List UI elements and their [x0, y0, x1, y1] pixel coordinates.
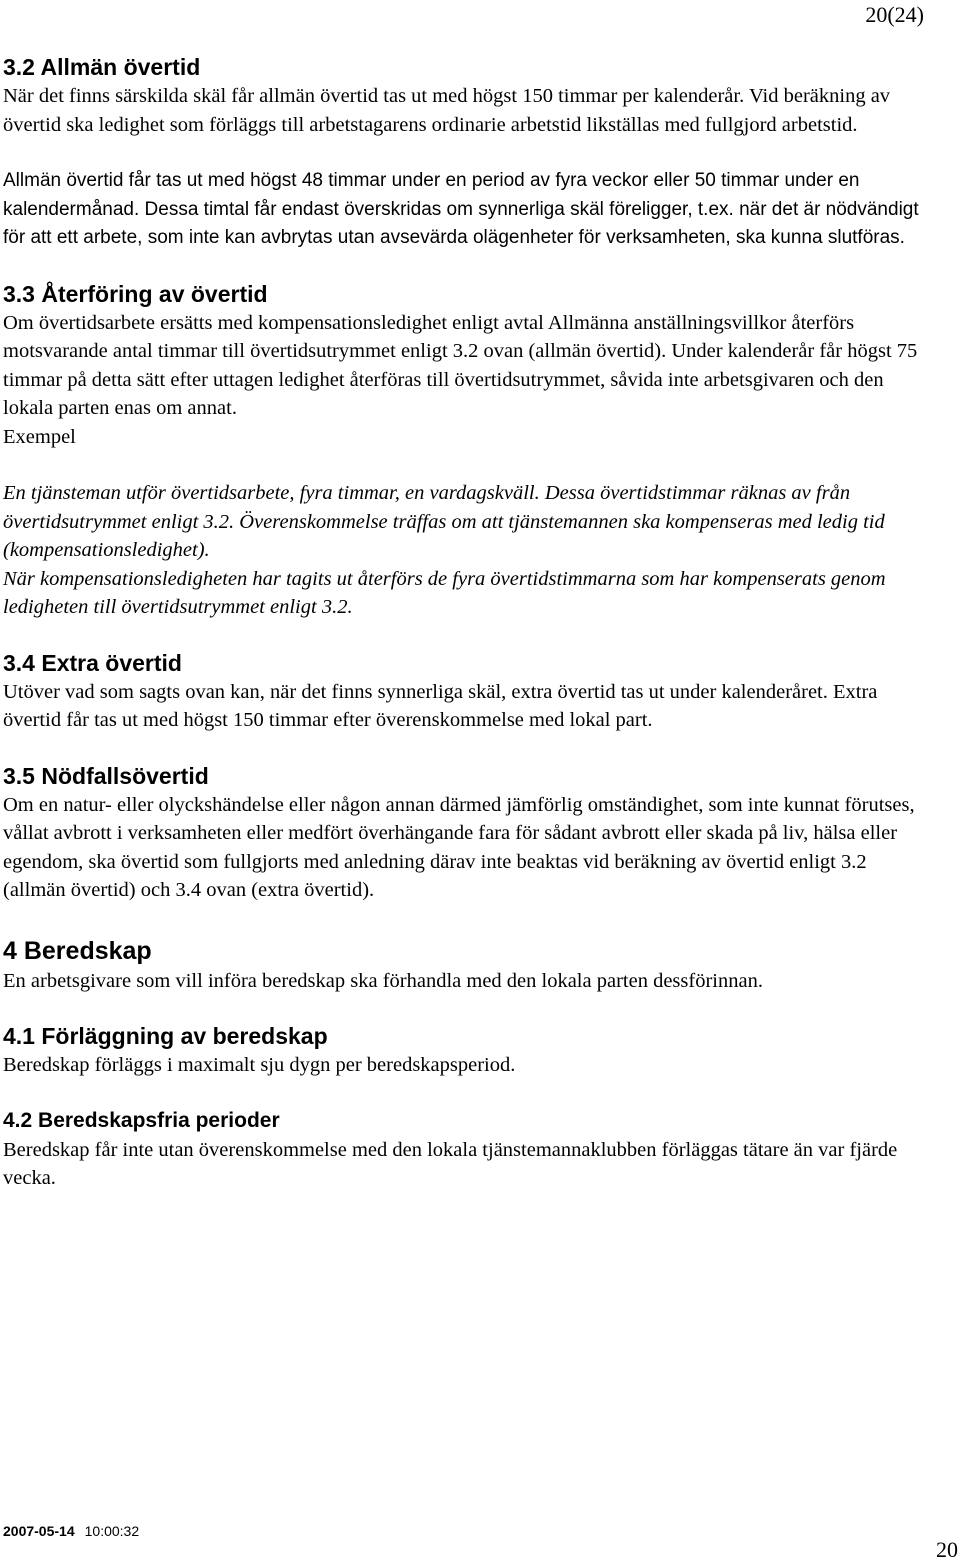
example-paragraph-1: En tjänsteman utför övertidsarbete, fyra timmar, en vardagskväll. Dessa övertidstimmar räknas av från övertidsutrymmet enligt 3.2. Överenskommelse träffas om att tjänstemannen ska kompenseras med ledig tid (kompensationsledighet). — [3, 482, 885, 561]
paragraph-3-3-a: Om övertidsarbete ersätts med kompensationsledighet enligt avtal Allmänna anställningsvillkor återförs motsvarande antal timmar till övertidsutrymmet enligt 3.2 ovan (allmän övertid). Under kalenderår får högst 75 timmar på detta sätt efter uttagen ledighet återföras till övertidsutrymmet, såvida inte arbetsgivaren och den lokala parten enas om annat. — [3, 311, 918, 419]
heading-3-2: 3.2 Allmän övertid — [3, 54, 201, 80]
page-indicator: 20(24) — [865, 2, 924, 27]
heading-3-3: 3.3 Återföring av övertid — [3, 280, 268, 307]
footer-time: 10:00:32 — [84, 1523, 140, 1539]
footer-page-number: 20 — [936, 1537, 958, 1562]
paragraph-3-5: Om en natur- eller olyckshändelse eller någon annan därmed jämförlig omständighet, som inte kunnat förutses, vållat avbrott i verksamheten eller medfört överhängande fara för sådant avbrott eller skada på liv, hälsa eller egendom, ska övertid som fullgjorts med anledning därav inte beaktas vid beräkning av övertid enligt 3.2 (allmän övertid) och 3.4 ovan (extra övertid). — [3, 793, 915, 901]
paragraph-4-2: Beredskap får inte utan överenskommelse med den lokala tjänstemannaklubben förläggas tätare än var fjärde vecka. — [3, 1138, 898, 1189]
footer-timestamp — [3, 1523, 139, 1539]
paragraph-4-1: Beredskap förläggs i maximalt sju dygn per beredskapsperiod. — [3, 1054, 516, 1076]
paragraph-3-4: Utöver vad som sagts ovan kan, när det finns synnerliga skäl, extra övertid tas ut under kalenderåret. Extra övertid får tas ut med högst 150 timmar efter överenskommelse med lokal part. — [3, 680, 878, 731]
heading-3-4: 3.4 Extra övertid — [3, 649, 182, 676]
heading-3-5: 3.5 Nödfallsövertid — [3, 762, 209, 789]
paragraph-4: En arbetsgivare som vill införa beredskap ska förhandla med den lokala parten dessförinnan. — [3, 969, 763, 992]
heading-4: 4 Beredskap — [3, 936, 152, 965]
heading-4-2: 4.2 Beredskapsfria perioder — [3, 1108, 280, 1132]
example-paragraph-2: När kompensationsledigheten har tagits ut återförs de fyra övertidstimmarna som har kompenserats genom ledigheten till övertidsutrymmet enligt 3.2. — [3, 567, 886, 618]
heading-4-1: 4.1 Förläggning av beredskap — [3, 1023, 328, 1049]
footer-date: 2007-05-14 — [3, 1523, 75, 1539]
paragraph-3-2-b: Allmän övertid får tas ut med högst 48 timmar under en period av fyra veckor eller 50 timmar under en kalendermånad. Dessa timtal får endast överskridas om synnerliga skäl föreligger, t.ex. när det är nödvändigt för att ett arbete, som inte kan avbrytas utan avsevärda olägenheter för verksamheten, ska kunna slutföras. — [3, 170, 919, 248]
example-label: Exempel — [3, 425, 76, 448]
document-body — [3, 52, 933, 1193]
paragraph-3-2-a: När det finns särskilda skäl får allmän övertid tas ut med högst 150 timmar per kalenderår. Vid beräkning av övertid ska ledighet som förläggs till arbetstagarens ordinarie arbetstid likställas med fullgjord arbetstid. — [3, 85, 891, 136]
